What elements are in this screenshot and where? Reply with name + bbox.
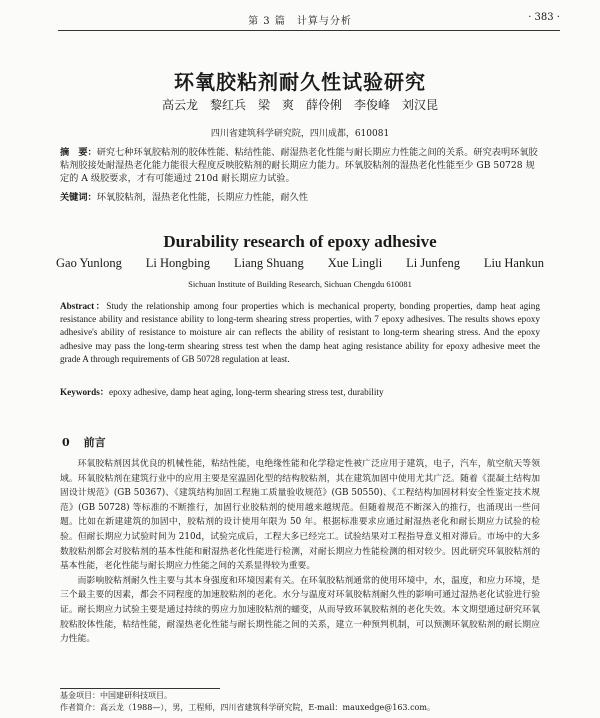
english-affiliation: Sichuan Institute of Building Research, Sichuan Chengdu 610081	[188, 279, 412, 289]
english-keywords-label: Keywords：	[60, 387, 109, 397]
chinese-authors: 高云龙 黎红兵 梁 爽 薛伶俐 李俊峰 刘汉昆	[161, 98, 438, 112]
section-heading	[62, 434, 120, 450]
english-abstract	[60, 300, 540, 366]
english-abstract-label: Abstract：	[60, 301, 107, 311]
running-head	[0, 8, 600, 30]
body-paragraph: 而影响胶粘剂耐久性主要与其本身强度和环境因素有关。在环氧胶粘剂通常的使用环境中，水，温度，和应力环境，是三个最主要的因素，都会不同程度的加速胶粘剂的老化。水分与温度对环氧胶粘剂耐久性的影响可通过湿热老化试验进行验证。耐长期应力试验主要是通过持续的剪应力加速胶粘剂的蠕变，从而导致环氧胶粘剂的老化失效。本文期望通过研究环氧胶粘胶体性能，粘结性能，耐湿热老化性能与耐长期性能之间的关系，建立一种预判机制，可以预测环氧胶粘剂的耐长期应力性能。	[60, 575, 540, 645]
english-keywords	[60, 384, 540, 398]
chinese-keywords	[60, 189, 540, 203]
running-head-section: 第 3 篇 计算与分析	[248, 16, 352, 27]
section-number: 0	[62, 436, 70, 449]
footnote-author: 作者简介：高云龙（1988—），男，工程师，四川省建筑科学研究院，E-mail：mauxedge@163.com。	[60, 703, 435, 712]
footnote-fund: 基金项目：中国建研科技项目。	[60, 691, 172, 700]
author-name: Li Hongbing	[145, 256, 211, 270]
chinese-abstract-text: 研究七种环氧胶粘剂的胶体性能、粘结性能、耐湿热老化性能与耐长期应力性能之间的关系。研究表明环氧胶粘剂胶接处耐湿热老化能力能很大程度反映胶粘剂的耐长期应力能力。环氧胶粘剂的湿热老化性能至少 GB 50728 规定的 A 级胶要求，才有可能通过 210d 耐长期应力试验。	[60, 147, 538, 184]
author-name: Liu Hankun	[483, 256, 544, 270]
chinese-abstract	[60, 146, 540, 185]
author-name: Liang Shuang	[233, 256, 304, 270]
section-title: 前言	[83, 436, 106, 449]
author-name: Li Junfeng	[406, 256, 460, 270]
body-text	[60, 457, 540, 647]
chinese-keywords-text: 环氧胶粘剂，湿热老化性能，长期应力性能，耐久性	[96, 192, 309, 203]
english-title: Durability research of epoxy adhesive	[163, 232, 437, 251]
footnote-rule	[60, 688, 220, 689]
chinese-abstract-label: 摘 要：	[60, 147, 97, 158]
english-authors	[56, 256, 544, 271]
footnotes	[60, 690, 540, 714]
english-keywords-text: epoxy adhesive, damp heat aging, long-term shearing stress test, durability	[109, 387, 384, 397]
body-paragraph: 环氧胶粘剂因其优良的机械性能，粘结性能，电绝缘性能和化学稳定性被广泛应用于建筑，电子，汽车，航空航天等领域。环氧胶粘剂在建筑行业中的应用主要是室温固化型的结构胶粘剂，其在建筑加固中使用尤其广泛。随着《混凝土结构加固设计规范》(GB 50367)、《建筑结构加固工程施工质量验收规范》(GB 50550)、《工程结构加固材料安全性鉴定技术规范》(GB 50728) 等标准的不断推行，加固行业胶粘剂的使用越来越规范。但随着规范不断深入的推行，也涌现出一些问题。比如在新建建筑的加固中，胶粘剂的设计使用年限为 50 年。根据标准要求应通过耐湿热老化和耐长期应力试验的检验。但耐长期应力试验时间为 210d，试验完成后，工程大多已经完工。试验结果对工程指导意义相对滞后。市场中的大多数胶粘剂都会对胶粘剂的基本性能和耐湿热老化性能进行检测，对耐长期应力性能检测的相对较少。因此研究环氧胶粘剂的基本性能，老化性能与耐长期应力性能之间的关系显得较为重要。	[60, 459, 540, 572]
chinese-affiliation: 四川省建筑科学研究院，四川成都，610081	[210, 129, 390, 139]
header-rule	[58, 30, 560, 31]
english-abstract-text: Study the relationship among four properties which is mechanical property, bonding properties, damp heat aging resistance ability and resistance ability to long-term shearing stress properties, with 7 epoxy adhesives. The results shows epoxy adhesive's ability of resistance to moisture air can reflects the ability of resistant to long-term shearing stress. And the epoxy adhesive may pass the long-term shearing stress test when the damp heat aging resistance ability for epoxy adhesive meet the grade A through requirements of GB 50728 regulation at least.	[60, 301, 540, 364]
chinese-title: 环氧胶粘剂耐久性试验研究	[174, 70, 426, 94]
page-number: · 383 ·	[528, 12, 560, 23]
author-name: Xue Lingli	[327, 256, 383, 270]
chinese-keywords-label: 关键词：	[60, 192, 97, 203]
author-name: Gao Yunlong	[56, 256, 122, 270]
